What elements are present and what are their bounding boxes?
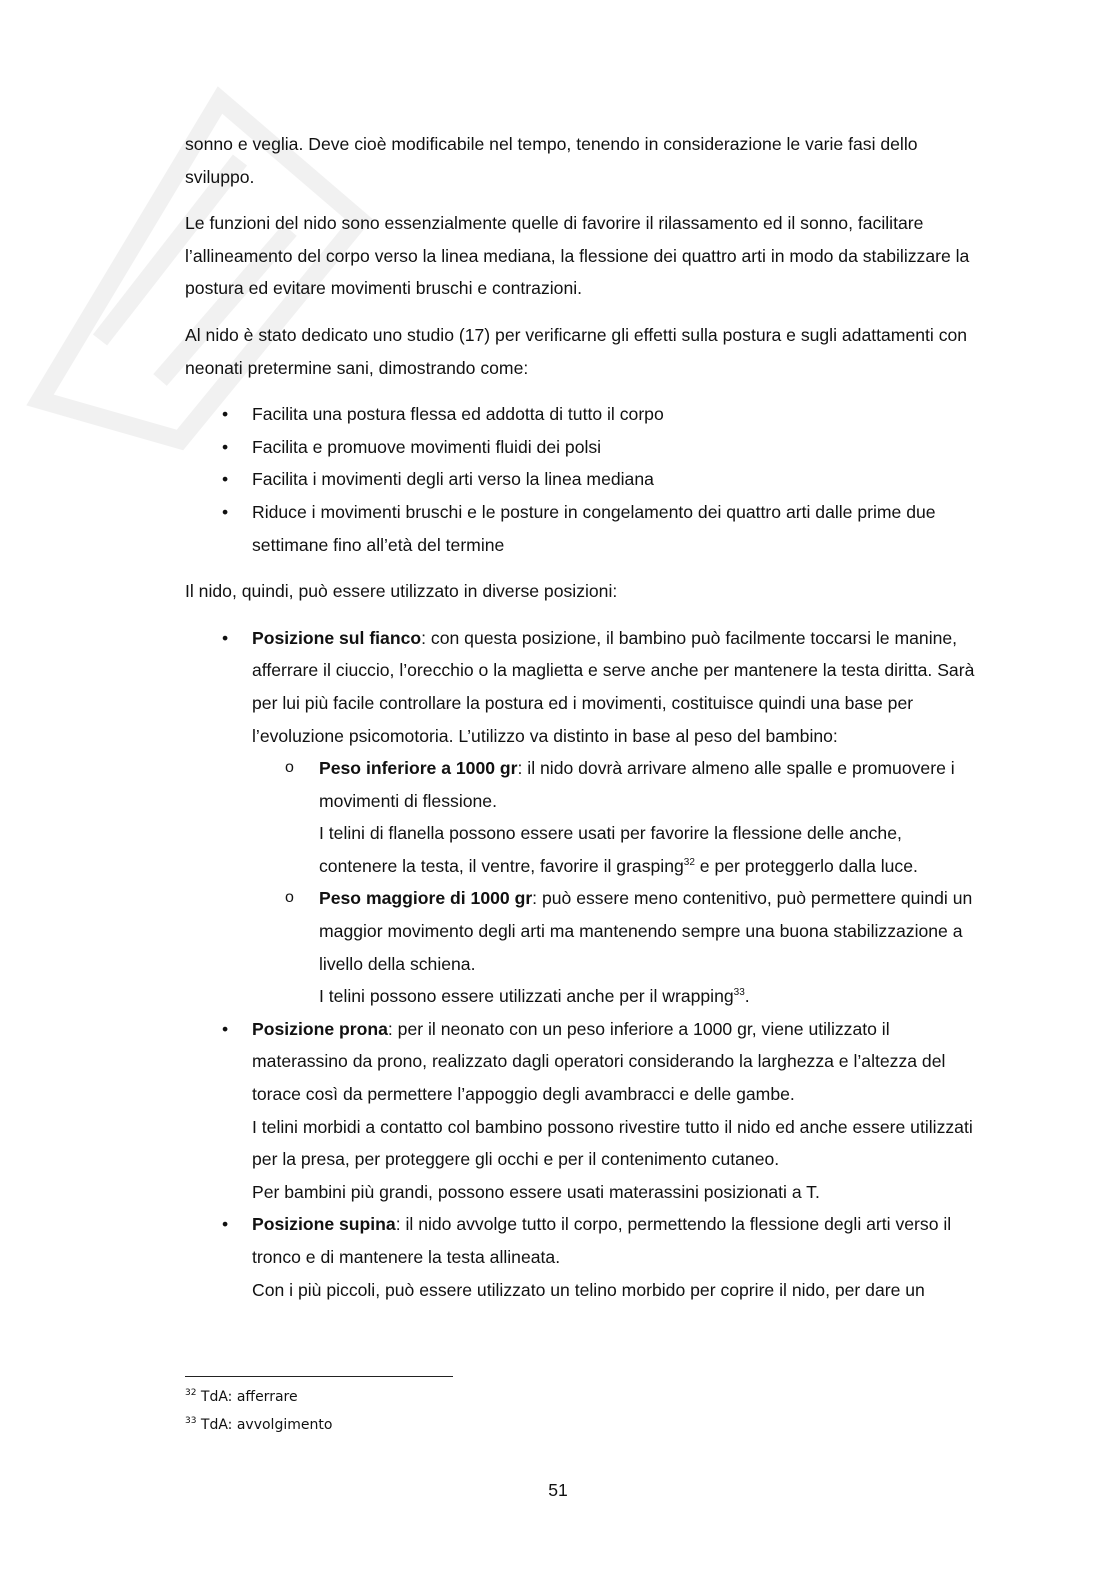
position-supine-term: Posizione supina bbox=[252, 1214, 396, 1235]
footnote-number: 32 bbox=[185, 1388, 197, 1398]
position-supine-text: : il nido avvolge tutto il corpo, permettendo la flessione degli arti verso il tronco e di mantenere la testa allineata. bbox=[252, 1214, 952, 1267]
paragraph-1: sonno e veglia. Deve cioè modificabile nel tempo, tenendo in considerazione le varie fasi dello sviluppo. bbox=[185, 134, 918, 187]
weight-under-term: Peso inferiore a 1000 gr bbox=[319, 758, 518, 779]
weight-over-extra-end: . bbox=[744, 986, 750, 1007]
position-prone-extra-1: I telini morbidi a contatto col bambino possono rivestire tutto il nido ed anche essere utilizzati per la presa, per proteggere gli occhi e per il contenimento cutaneo. bbox=[252, 1116, 973, 1170]
position-prone-item bbox=[185, 1013, 985, 1209]
position-supine-extra-1: Con i più piccoli, può essere utilizzato un telino morbido per coprire il nido, per dare un bbox=[252, 1279, 925, 1300]
footnote-ref-33: 33 bbox=[733, 987, 745, 999]
position-side-item bbox=[185, 622, 985, 1013]
page-number: 51 bbox=[548, 1480, 568, 1500]
footnote-divider bbox=[185, 1376, 453, 1377]
weight-over-item bbox=[252, 882, 985, 1012]
paragraph-3: Al nido è stato dedicato uno studio (17) per verificarne gli effetti sulla postura e sugli adattamenti con neonati pretermine sani, dimostrando come: bbox=[185, 324, 968, 378]
weight-sublist bbox=[252, 752, 985, 1013]
footnote-text: TdA: avvolgimento bbox=[196, 1417, 333, 1433]
positions-list bbox=[185, 622, 985, 1306]
effects-list bbox=[185, 398, 985, 561]
footnote-number: 33 bbox=[185, 1416, 197, 1426]
position-prone-term: Posizione prona bbox=[252, 1018, 388, 1039]
paragraph-4: Il nido, quindi, può essere utilizzato in diverse posizioni: bbox=[185, 581, 618, 602]
list-item: • Facilita i movimenti degli arti verso la linea mediana bbox=[185, 463, 985, 496]
footnotes bbox=[185, 1383, 785, 1439]
position-prone-extra-2: Per bambini più grandi, possono essere usati materassini posizionati a T. bbox=[252, 1181, 820, 1202]
weight-over-text: : può essere meno contenitivo, può permettere quindi un maggior movimento degli arti ma mantenendo sempre una buona stabilizzazione a livello della schiena. bbox=[319, 888, 973, 974]
position-side-term: Posizione sul fianco bbox=[252, 627, 422, 648]
weight-under-item bbox=[252, 752, 985, 882]
weight-under-extra-text: I telini di flanella possono essere usati per favorire la flessione delle anche, contenere la testa, il ventre, favorire il grasping bbox=[319, 823, 902, 876]
position-supine-item bbox=[185, 1208, 985, 1306]
footnote-text: TdA: afferrare bbox=[196, 1389, 298, 1405]
footnote-32 bbox=[185, 1383, 785, 1411]
weight-over-term: Peso maggiore di 1000 gr bbox=[319, 888, 533, 909]
footnote-ref-32: 32 bbox=[683, 856, 695, 868]
weight-over-extra-text: I telini possono essere utilizzati anche per il wrapping bbox=[319, 986, 734, 1007]
weight-over-extra bbox=[319, 980, 985, 1013]
weight-under-extra-end: e per proteggerlo dalla luce. bbox=[694, 855, 918, 876]
weight-under-extra bbox=[319, 817, 985, 882]
footnote-33 bbox=[185, 1411, 785, 1439]
list-item: • Facilita una postura flessa ed addotta di tutto il corpo bbox=[185, 398, 985, 431]
list-item: • Facilita e promuove movimenti fluidi dei polsi bbox=[185, 431, 985, 464]
body-text bbox=[185, 128, 985, 1306]
weight-under-text: : il nido dovrà arrivare almeno alle spalle e promuovere i movimenti di flessione. bbox=[319, 758, 955, 811]
list-item: • Riduce i movimenti bruschi e le posture in congelamento dei quattro arti dalle prime due settimane fino all’età del termine bbox=[185, 496, 985, 561]
paragraph-2: Le funzioni del nido sono essenzialmente quelle di favorire il rilassamento ed il sonno, facilitare l’allineamento del corpo verso la linea mediana, la flessione dei quattro arti in modo da stabilizzare la postura ed evitare movimenti bruschi e contrazioni. bbox=[185, 213, 970, 299]
position-prone-text: : per il neonato con un peso inferiore a 1000 gr, viene utilizzato il materassino da prono, realizzato dagli operatori considerando la larghezza e l’altezza del torace così da permettere l’appoggio degli avambracci e delle gambe. bbox=[252, 1018, 946, 1105]
position-side-text: : con questa posizione, il bambino può facilmente toccarsi le manine, afferrare il ciuccio, l’orecchio o la maglietta e serve anche per mantenere la testa diritta. Sarà per lui più facile controllare la postura ed i movimenti, costituisce quindi una base per l’evoluzione psicomotoria. L’utilizzo va distinto in base al peso del bambino: bbox=[252, 627, 975, 746]
